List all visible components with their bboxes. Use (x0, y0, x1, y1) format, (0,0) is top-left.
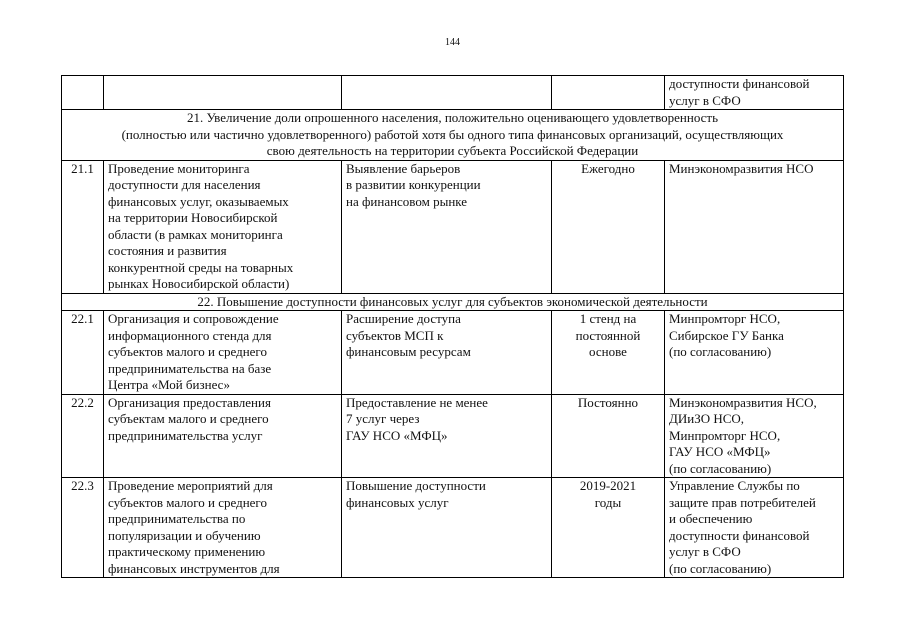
cell-result (342, 76, 552, 110)
cell-responsible (665, 76, 844, 110)
text-line: конкурентной среды на товарных (108, 259, 294, 275)
table-row-22-1 (62, 311, 844, 395)
cell-term (552, 76, 665, 110)
text-line: рынках Новосибирской области) (108, 276, 290, 291)
activity-cell (104, 311, 342, 395)
text-line: субъектам малого и среднего (108, 411, 269, 426)
section-heading-row-21 (62, 110, 844, 161)
text-line: субъектов малого и среднего (108, 494, 267, 510)
activity-cell (104, 478, 342, 578)
text-line: (по согласованию) (669, 344, 772, 359)
text-line: Предоставление не менее (346, 394, 488, 410)
row-number: 22.3 (62, 478, 104, 578)
text-line: услуг в СФО (669, 544, 741, 559)
text-line: 1 стенд на (579, 311, 637, 326)
text-line: области (в рамках мониторинга (108, 226, 283, 242)
table-row-22-2 (62, 394, 844, 478)
text-line: Проведение мониторинга (108, 160, 250, 176)
text-line: (по согласованию) (669, 560, 772, 576)
text-line: доступности финансовой (669, 527, 810, 543)
page-number: 144 (445, 37, 460, 48)
text-line: Организация и сопровождение (108, 311, 279, 326)
text-line: Управление Службы по (669, 478, 800, 493)
term-cell (552, 311, 665, 395)
activity-cell (104, 160, 342, 293)
result-cell (342, 160, 552, 293)
text-line: ГАУ НСО «МФЦ» (669, 444, 771, 459)
text-line: (полностью или частично удовлетворенного) работой хотя бы одного типа финансовых организаций, осуществляющих (121, 126, 784, 142)
text-line: доступности финансовой (669, 76, 810, 91)
text-line: информационного стенда для (108, 327, 272, 343)
text-line: Расширение доступа (346, 311, 461, 326)
section-22-heading (62, 293, 844, 311)
text-line: финансовых услуг (346, 494, 449, 510)
text-line: 2019-2021 (579, 478, 637, 493)
responsible-cell (665, 478, 844, 578)
text-line: Повышение доступности (346, 478, 486, 493)
term-cell (552, 394, 665, 478)
text-line: предпринимательства по (108, 511, 246, 526)
term-cell (552, 478, 665, 578)
text-line: услуг в СФО (669, 92, 741, 108)
text-line: Минпромторг НСО, (669, 427, 781, 443)
text-line: субъектов МСП к (346, 327, 444, 343)
text-line: финансовых инструментов для (108, 560, 280, 576)
text-line: основе (589, 344, 627, 359)
result-cell (342, 394, 552, 478)
text-line: и обеспечению (669, 511, 753, 526)
text-line: защите прав потребителей (669, 494, 816, 510)
text-line: финансовым ресурсам (346, 344, 471, 359)
result-cell (342, 311, 552, 395)
activity-cell (104, 394, 342, 478)
text-line: на финансовом рынке (346, 193, 468, 209)
text-line: Организация предоставления (108, 394, 271, 410)
responsible-cell (665, 311, 844, 395)
text-line: Сибирское ГУ Банка (669, 327, 784, 343)
text-line: Постоянно (577, 394, 639, 410)
text-line: практическому применению (108, 544, 266, 559)
cell-num (62, 76, 104, 110)
table-row-21-1 (62, 160, 844, 293)
text-line: Выявление барьеров (346, 160, 461, 176)
cell-activity (104, 76, 342, 110)
text-line: Минэкономразвития НСО, (669, 394, 817, 410)
text-line: популяризации и обучению (108, 527, 261, 543)
table-row-22-3 (62, 478, 844, 578)
text-line: свою деятельность на территории субъекта Российской Федерации (266, 143, 639, 158)
text-line: ГАУ НСО «МФЦ» (346, 427, 448, 443)
row-number: 21.1 (62, 160, 104, 293)
text-line: предпринимательства на базе (108, 360, 272, 376)
term-cell (552, 160, 665, 293)
section-21-heading (62, 110, 844, 161)
text-line: предпринимательства услуг (108, 427, 263, 443)
measures-table (61, 75, 844, 578)
result-cell (342, 478, 552, 578)
text-line: (по согласованию) (669, 460, 772, 476)
row-number: 22.1 (62, 311, 104, 395)
text-line: Центра «Мой бизнес» (108, 377, 230, 392)
text-line: финансовых услуг, оказываемых (108, 193, 289, 209)
text-line: Минпромторг НСО, (669, 311, 781, 326)
text-line: на территории Новосибирской (108, 210, 278, 225)
section-heading-row-22 (62, 293, 844, 311)
text-line: состояния и развития (108, 243, 227, 258)
text-line: Минэкономразвития НСО (669, 160, 814, 176)
text-line: ДИиЗО НСО, (669, 411, 745, 426)
responsible-cell (665, 394, 844, 478)
text-line: Проведение мероприятий для (108, 478, 273, 493)
responsible-cell (665, 160, 844, 293)
text-line: постоянной (575, 327, 641, 343)
text-line: 21. Увеличение доли опрошенного населения, положительно оценивающего удовлетворенность (186, 110, 719, 125)
text-line: 7 услуг через (346, 411, 420, 426)
text-line: субъектов малого и среднего (108, 344, 267, 359)
text-line: в развитии конкуренции (346, 177, 481, 192)
text-line: годы (594, 494, 622, 510)
table-row-continued (62, 76, 844, 110)
text-line: 22. Повышение доступности финансовых услуг для субъектов экономической деятельности (197, 293, 708, 309)
row-number: 22.2 (62, 394, 104, 478)
text-line: Ежегодно (581, 160, 635, 176)
text-line: доступности для населения (108, 177, 261, 192)
